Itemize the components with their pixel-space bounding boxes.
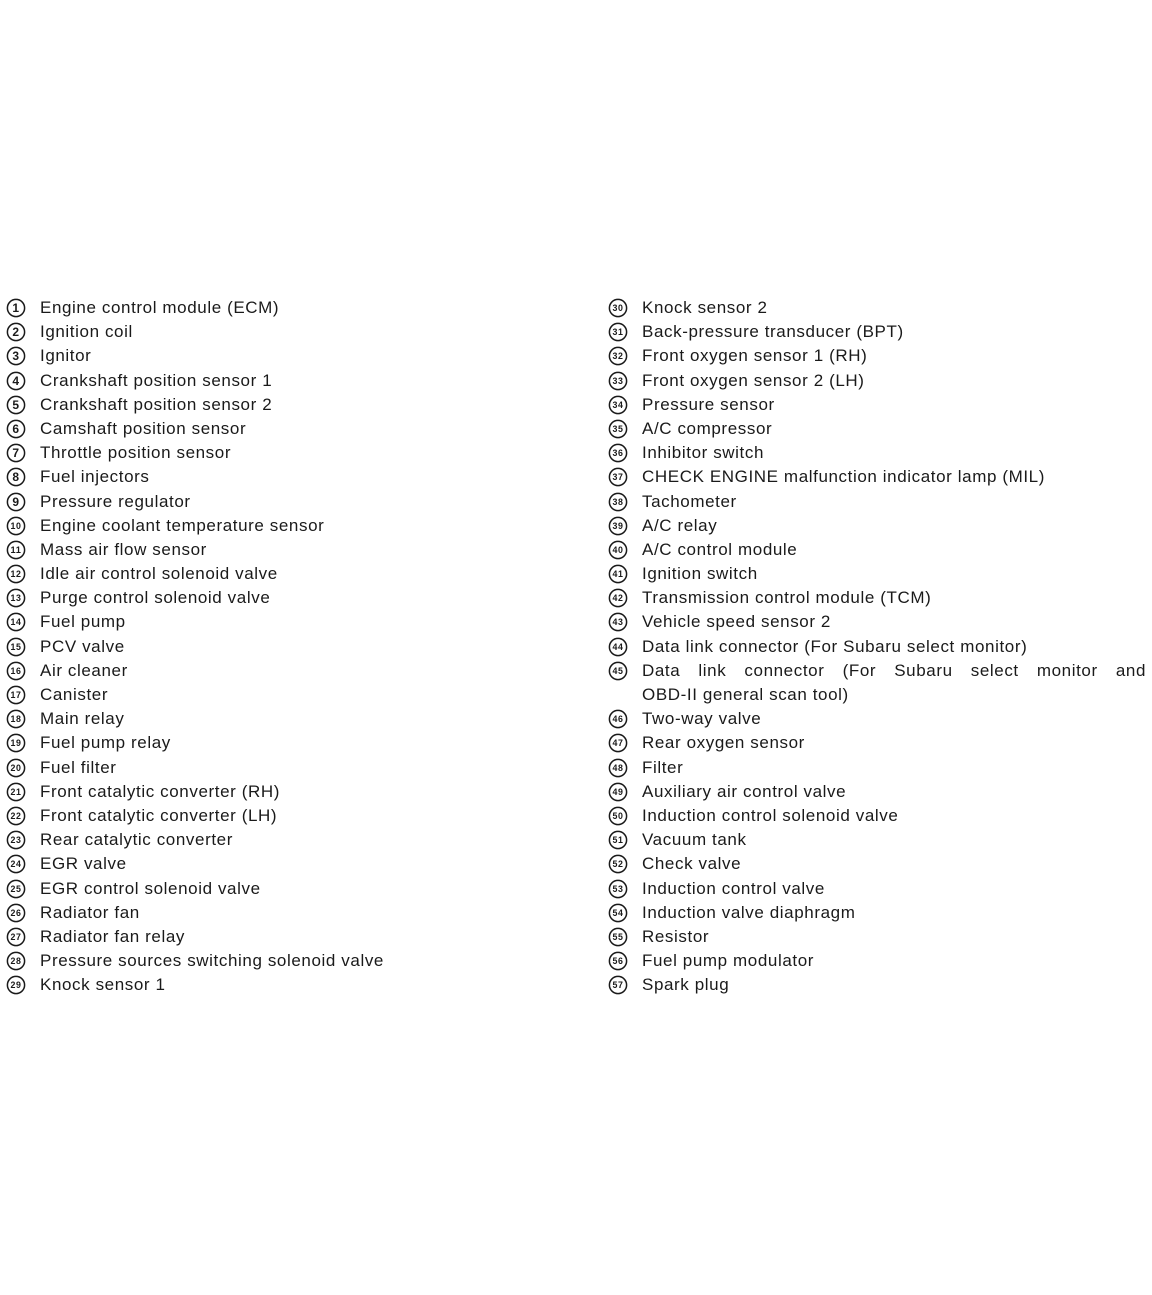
- legend-item: [6, 877, 566, 901]
- item-number: 53: [612, 883, 624, 894]
- item-number-badge: [6, 927, 26, 947]
- item-number-badge: [6, 443, 26, 463]
- item-label: Spark plug: [642, 975, 730, 995]
- item-label: Front catalytic converter (LH): [40, 805, 278, 825]
- legend-item: [608, 538, 1146, 562]
- legend-item: [6, 949, 566, 973]
- item-number-badge: [6, 806, 26, 826]
- item-label: Back-pressure transducer (BPT): [642, 322, 904, 342]
- legend-item: [6, 731, 566, 755]
- item-label: Induction control solenoid valve: [642, 805, 899, 825]
- legend-item: [6, 804, 566, 828]
- legend-item: [6, 465, 566, 489]
- item-number-badge: [6, 588, 26, 608]
- legend-item: [6, 828, 566, 852]
- item-number: 57: [612, 980, 624, 991]
- item-number: 2: [12, 325, 20, 340]
- item-label: Two-way valve: [642, 709, 762, 729]
- item-number-badge: [608, 298, 628, 318]
- item-number: 28: [10, 956, 22, 967]
- item-number-badge: [6, 758, 26, 778]
- item-label: EGR control solenoid valve: [40, 878, 261, 898]
- item-number: 5: [12, 397, 20, 412]
- item-label: A/C compressor: [642, 418, 773, 438]
- item-number: 51: [612, 835, 624, 846]
- item-number-badge: [6, 492, 26, 512]
- item-label: [642, 659, 1146, 707]
- item-number: 25: [10, 883, 22, 894]
- item-label-line: Data link connector (For Subaru select monitor and: [642, 660, 1146, 680]
- item-label: Main relay: [40, 709, 125, 729]
- legend-item: [608, 925, 1146, 949]
- item-number: 10: [10, 520, 22, 531]
- item-label: Radiator fan: [40, 902, 140, 922]
- item-number: 29: [10, 980, 22, 991]
- legend-item: [6, 538, 566, 562]
- item-number: 1: [12, 301, 20, 315]
- item-label: Front oxygen sensor 2 (LH): [642, 370, 865, 390]
- legend-item: [608, 659, 1146, 707]
- legend-item: [6, 852, 566, 876]
- item-number: 24: [10, 859, 22, 870]
- item-number-badge: [6, 637, 26, 657]
- item-number-badge: [6, 419, 26, 439]
- item-number-badge: [608, 612, 628, 632]
- item-number: 23: [10, 835, 22, 846]
- legend-item: [608, 562, 1146, 586]
- legend-item: [608, 707, 1146, 731]
- item-label: A/C relay: [642, 515, 718, 535]
- item-label: Data link connector (For Subaru select monitor): [642, 636, 1028, 656]
- item-label: Pressure sources switching solenoid valve: [40, 951, 384, 971]
- item-label: Engine coolant temperature sensor: [40, 515, 325, 535]
- item-number-badge: [6, 467, 26, 487]
- item-number: 21: [10, 786, 22, 797]
- item-number: 18: [10, 714, 22, 725]
- item-label-continuation: OBD-II general scan tool): [642, 685, 849, 705]
- item-number: 43: [612, 617, 624, 628]
- item-number: 19: [10, 738, 22, 749]
- legend-item: [6, 369, 566, 393]
- item-number: 3: [12, 349, 20, 364]
- item-label: A/C control module: [642, 539, 798, 559]
- item-label: Induction control valve: [642, 878, 825, 898]
- item-number: 31: [612, 327, 624, 338]
- legend-item: [6, 925, 566, 949]
- item-number-badge: [608, 903, 628, 923]
- item-label: Fuel filter: [40, 757, 117, 777]
- item-number-badge: [6, 371, 26, 391]
- item-number: 54: [612, 907, 624, 918]
- item-number: 22: [10, 810, 22, 821]
- legend-item: [608, 586, 1146, 610]
- item-number-badge: [6, 516, 26, 536]
- legend-item: [608, 828, 1146, 852]
- legend-item: [608, 296, 1146, 320]
- item-number: 50: [612, 810, 624, 821]
- item-label: Ignition switch: [642, 564, 758, 584]
- item-number-badge: [608, 951, 628, 971]
- item-number: 7: [12, 446, 20, 461]
- item-number: 48: [612, 762, 624, 773]
- item-number: 14: [10, 617, 22, 628]
- item-number-badge: [6, 782, 26, 802]
- item-number-badge: [608, 588, 628, 608]
- item-number-badge: [608, 927, 628, 947]
- item-number-badge: [608, 879, 628, 899]
- item-number-badge: [608, 806, 628, 826]
- item-label: Filter: [642, 757, 684, 777]
- item-number-badge: [608, 782, 628, 802]
- item-label: Throttle position sensor: [40, 443, 232, 463]
- item-number-badge: [608, 758, 628, 778]
- item-number-badge: [6, 298, 26, 318]
- legend-item: [608, 514, 1146, 538]
- item-number: 41: [612, 569, 624, 580]
- legend-item: [608, 731, 1146, 755]
- legend-item: [6, 683, 566, 707]
- legend-item: [6, 973, 566, 997]
- legend-item: [6, 586, 566, 610]
- item-label: Resistor: [642, 926, 710, 946]
- item-number-badge: [608, 661, 628, 681]
- item-number-badge: [608, 371, 628, 391]
- item-label: Fuel pump modulator: [642, 951, 815, 971]
- legend-item: [6, 490, 566, 514]
- item-number-badge: [6, 540, 26, 560]
- item-number-badge: [6, 346, 26, 366]
- item-label: Crankshaft position sensor 1: [40, 370, 273, 390]
- item-number-badge: [608, 854, 628, 874]
- item-number: 15: [10, 641, 22, 652]
- legend-item: [6, 635, 566, 659]
- item-number-badge: [6, 709, 26, 729]
- legend-item: [608, 756, 1146, 780]
- item-label: Rear catalytic converter: [40, 830, 233, 850]
- item-label: Rear oxygen sensor: [642, 733, 805, 753]
- item-number: 9: [12, 494, 20, 509]
- item-label: Auxiliary air control valve: [642, 781, 847, 801]
- legend-item: [608, 393, 1146, 417]
- legend-item: [6, 417, 566, 441]
- item-label: Front catalytic converter (RH): [40, 781, 280, 801]
- item-number-badge: [608, 443, 628, 463]
- item-label: CHECK ENGINE malfunction indicator lamp (MIL): [642, 467, 1046, 487]
- item-label: Crankshaft position sensor 2: [40, 394, 273, 414]
- legend-item: [608, 973, 1146, 997]
- legend-item: [6, 659, 566, 683]
- legend-item: [608, 949, 1146, 973]
- item-number: 47: [612, 738, 624, 749]
- item-label: EGR valve: [40, 854, 127, 874]
- legend-item: [608, 635, 1146, 659]
- item-label: Canister: [40, 685, 109, 704]
- legend-item: [6, 296, 566, 320]
- item-label: Knock sensor 1: [40, 975, 166, 995]
- item-number: 39: [612, 520, 624, 531]
- item-number: 34: [612, 399, 624, 410]
- legend-item: [608, 490, 1146, 514]
- item-label: Front oxygen sensor 1 (RH): [642, 346, 868, 366]
- item-number-badge: [6, 879, 26, 899]
- legend-item: [608, 320, 1146, 344]
- legend-item: [6, 901, 566, 925]
- legend-item: [6, 562, 566, 586]
- item-number-badge: [608, 346, 628, 366]
- item-number: 12: [10, 569, 22, 580]
- item-number-badge: [608, 467, 628, 487]
- item-number: 16: [10, 665, 22, 676]
- item-number: 42: [612, 593, 624, 604]
- item-label: Vehicle speed sensor 2: [642, 612, 831, 632]
- legend-item: [608, 852, 1146, 876]
- legend-item: [6, 514, 566, 538]
- item-number-badge: [6, 975, 26, 995]
- item-number: 20: [10, 762, 22, 773]
- legend-item: [6, 707, 566, 731]
- item-label: Fuel pump relay: [40, 733, 171, 753]
- legend-item: [608, 344, 1146, 368]
- item-number: 38: [612, 496, 624, 507]
- item-label: Check valve: [642, 854, 742, 874]
- item-number-badge: [6, 612, 26, 632]
- item-number: 32: [612, 351, 624, 362]
- item-label: Fuel pump: [40, 612, 126, 632]
- item-label: Transmission control module (TCM): [642, 588, 932, 608]
- item-number: 46: [612, 714, 624, 725]
- item-number: 55: [612, 931, 624, 942]
- legend-item: [608, 877, 1146, 901]
- item-number-badge: [6, 830, 26, 850]
- legend-item: [6, 320, 566, 344]
- item-label: Tachometer: [642, 491, 737, 511]
- legend-item: [608, 610, 1146, 634]
- item-number: 36: [612, 448, 624, 459]
- item-number-badge: [608, 564, 628, 584]
- item-number: 56: [612, 956, 624, 967]
- item-number-badge: [608, 322, 628, 342]
- item-number: 33: [612, 375, 624, 386]
- item-number-badge: [608, 395, 628, 415]
- item-number: 45: [612, 665, 624, 676]
- item-label: Pressure regulator: [40, 491, 191, 511]
- item-number-badge: [608, 733, 628, 753]
- legend-left-column: [6, 296, 566, 997]
- item-label: Ignitor: [40, 346, 92, 366]
- item-number: 17: [10, 690, 22, 700]
- item-label: Purge control solenoid valve: [40, 588, 271, 608]
- item-label: Camshaft position sensor: [40, 418, 247, 438]
- legend-item: [6, 756, 566, 780]
- legend-item: [608, 780, 1146, 804]
- item-number: 4: [12, 373, 20, 388]
- legend-item: [6, 610, 566, 634]
- item-label: Ignition coil: [40, 322, 133, 342]
- item-number: 27: [10, 931, 22, 942]
- item-number: 8: [12, 470, 20, 485]
- item-number: 44: [612, 641, 624, 652]
- item-number: 6: [12, 421, 20, 436]
- item-number-badge: [6, 395, 26, 415]
- item-number: 26: [10, 907, 22, 918]
- item-label: Idle air control solenoid valve: [40, 564, 278, 584]
- item-number-badge: [6, 733, 26, 753]
- legend-item: [6, 393, 566, 417]
- item-number: 52: [612, 859, 624, 870]
- item-label: Induction valve diaphragm: [642, 902, 856, 922]
- item-number: 49: [612, 786, 624, 797]
- item-number-badge: [6, 322, 26, 342]
- item-label: Vacuum tank: [642, 830, 747, 850]
- legend-item: [6, 344, 566, 368]
- item-label: Pressure sensor: [642, 394, 775, 414]
- item-label: Engine control module (ECM): [40, 298, 280, 317]
- item-number-badge: [608, 540, 628, 560]
- item-number: 11: [10, 544, 22, 555]
- legend-item: [608, 804, 1146, 828]
- item-label: Inhibitor switch: [642, 443, 765, 463]
- item-number-badge: [6, 903, 26, 923]
- legend-item: [6, 780, 566, 804]
- item-number-badge: [608, 516, 628, 536]
- item-number-badge: [608, 709, 628, 729]
- item-number-badge: [608, 830, 628, 850]
- item-label: Fuel injectors: [40, 467, 150, 487]
- legend-item: [608, 901, 1146, 925]
- item-number: 40: [612, 544, 624, 555]
- legend-item: [608, 465, 1146, 489]
- item-number-badge: [6, 564, 26, 584]
- item-number-badge: [608, 637, 628, 657]
- legend-item: [608, 417, 1146, 441]
- item-number-badge: [608, 419, 628, 439]
- item-label: PCV valve: [40, 636, 125, 656]
- item-number: 35: [612, 423, 624, 434]
- item-number-badge: [6, 661, 26, 681]
- item-number: 30: [612, 303, 624, 313]
- item-label: Knock sensor 2: [642, 298, 768, 317]
- legend-item: [608, 369, 1146, 393]
- item-number-badge: [6, 685, 26, 705]
- item-number-badge: [608, 492, 628, 512]
- item-number: 13: [10, 593, 22, 604]
- item-number: 37: [612, 472, 624, 483]
- legend-item: [608, 441, 1146, 465]
- item-number-badge: [6, 951, 26, 971]
- item-number-badge: [608, 975, 628, 995]
- legend-item: [6, 441, 566, 465]
- item-label: Air cleaner: [40, 660, 128, 680]
- item-label: Mass air flow sensor: [40, 539, 207, 559]
- item-number-badge: [6, 854, 26, 874]
- item-label: Radiator fan relay: [40, 926, 185, 946]
- legend-right-column: [608, 296, 1146, 997]
